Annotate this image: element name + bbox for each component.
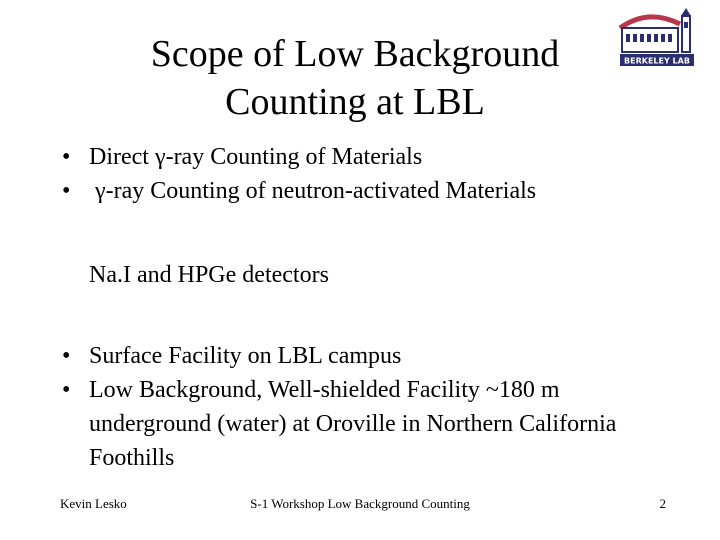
berkeley-lab-logo-icon [618, 6, 698, 68]
bullet-marker: • [62, 377, 71, 403]
footer-author: Kevin Lesko [60, 496, 127, 511]
footer-page-number: 2 [659, 496, 666, 511]
bullet-item [62, 339, 682, 373]
bullet-marker: • [62, 178, 71, 204]
bullet-text: Surface Facility on LBL campus [89, 343, 402, 369]
bullet-item [62, 140, 682, 174]
bullet-list-top [62, 140, 682, 208]
berkeley-lab-logo [618, 6, 698, 68]
bullet-marker: • [62, 144, 71, 170]
detectors-note: Na.I and HPGe detectors [89, 262, 329, 288]
bullet-text: Direct γ-ray Counting of Materials [89, 144, 423, 170]
bullet-marker: • [62, 343, 71, 369]
title-line-1: Scope of Low Background [150, 33, 560, 75]
bullet-text: γ-ray Counting of neutron-activated Materials [89, 178, 537, 204]
footer-event: S-1 Workshop Low Background Counting [250, 496, 470, 511]
bullet-item [62, 373, 682, 475]
title-line-2: Counting at LBL [225, 81, 485, 123]
logo-text: BERKELEY LAB [624, 56, 690, 66]
bullet-item [62, 174, 682, 208]
slide-title [60, 30, 650, 126]
bullet-list-bottom [62, 339, 682, 475]
bullet-text: Low Background, Well-shielded Facility ~180 m underground (water) at Oroville in Northern California Foothills [89, 377, 617, 471]
